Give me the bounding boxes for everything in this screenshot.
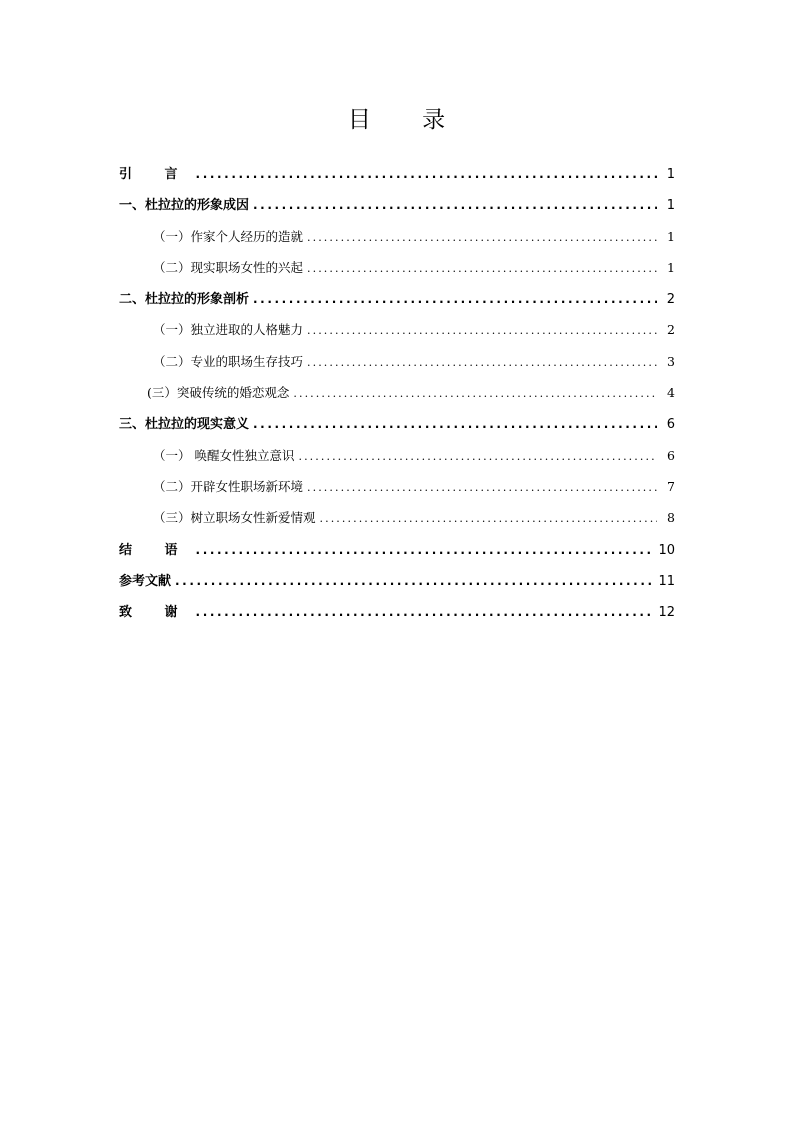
toc-leader-dots	[307, 477, 657, 499]
toc-entry[interactable]	[119, 445, 675, 476]
toc-leader-dots	[253, 288, 657, 310]
toc-entry[interactable]	[119, 601, 675, 632]
toc-entry-page: 6	[667, 447, 675, 463]
toc-entry-page: 3	[667, 353, 675, 369]
toc-leader-dots	[307, 352, 657, 374]
toc-leader-dots	[196, 539, 655, 561]
toc-entry-label: 三、杜拉拉的现实意义	[119, 417, 250, 433]
toc-entry-label: 二、杜拉拉的形象剖析	[119, 292, 250, 308]
toc-entry-page: 4	[667, 385, 675, 401]
toc-entry-label: （二）专业的职场生存技巧	[153, 353, 304, 369]
toc-leader-dots	[307, 258, 657, 280]
toc-entry-page: 1	[666, 167, 675, 182]
toc-leader-dots	[175, 570, 654, 592]
toc-entry[interactable]	[119, 163, 675, 194]
toc-entry[interactable]	[119, 319, 675, 350]
toc-entry-page: 1	[666, 198, 675, 214]
toc-entry-label: 一、杜拉拉的形象成因	[119, 198, 250, 214]
toc-entry-label: （一）作家个人经历的造就	[153, 228, 304, 244]
page-title: 目 录	[347, 107, 468, 133]
toc-entry[interactable]	[119, 382, 675, 413]
toc-entry[interactable]	[119, 476, 675, 507]
toc-leader-dots	[320, 508, 657, 530]
toc-leader-dots	[307, 227, 657, 249]
toc-entry-label: 致 谢	[119, 605, 192, 621]
toc-entry[interactable]	[119, 226, 675, 257]
toc-entry-page: 11	[658, 573, 675, 589]
toc-entry-page: 6	[666, 417, 675, 433]
toc-entry[interactable]	[119, 288, 675, 319]
toc-leader-dots	[253, 194, 657, 216]
toc-entry-page: 7	[667, 478, 675, 494]
toc-entry-page: 10	[658, 542, 675, 558]
toc-leader-dots	[293, 383, 657, 405]
toc-entry-page: 2	[666, 292, 675, 308]
toc-entry-page: 8	[667, 510, 675, 526]
toc-leader-dots	[307, 320, 657, 342]
toc-entry-label: 参考文献	[119, 573, 172, 589]
toc-entry-page: 12	[658, 605, 675, 621]
toc-entry[interactable]	[119, 413, 675, 444]
toc-entry-label: (三）突破传统的婚恋观念	[147, 385, 290, 401]
toc-entry[interactable]	[119, 257, 675, 288]
toc-leader-dots	[298, 446, 657, 468]
toc-entry-label: （二）现实职场女性的兴起	[153, 259, 304, 275]
toc-leader-dots	[196, 163, 657, 185]
toc-entry-label: （三）树立职场女性新爱情观	[153, 510, 316, 526]
toc-entry-label: （一）独立进取的人格魅力	[153, 322, 304, 338]
toc-entry[interactable]	[119, 194, 675, 225]
toc-entry-page: 1	[667, 228, 675, 244]
toc-entry-label: 引 言	[119, 167, 192, 182]
toc-entry-page: 2	[667, 322, 675, 338]
toc-entry[interactable]	[119, 507, 675, 538]
toc-entry-label: （二）开辟女性职场新环境	[153, 478, 304, 494]
toc-entry[interactable]	[119, 570, 675, 601]
toc-entry-label: （一） 唤醒女性独立意识	[153, 447, 295, 463]
toc-entry[interactable]	[119, 539, 675, 570]
toc-entry-page: 1	[667, 259, 675, 275]
toc-leader-dots	[196, 601, 655, 623]
toc-leader-dots	[253, 413, 657, 435]
toc-entry[interactable]	[119, 351, 675, 382]
toc-entry-label: 结 语	[119, 542, 192, 558]
table-of-contents	[119, 163, 675, 632]
